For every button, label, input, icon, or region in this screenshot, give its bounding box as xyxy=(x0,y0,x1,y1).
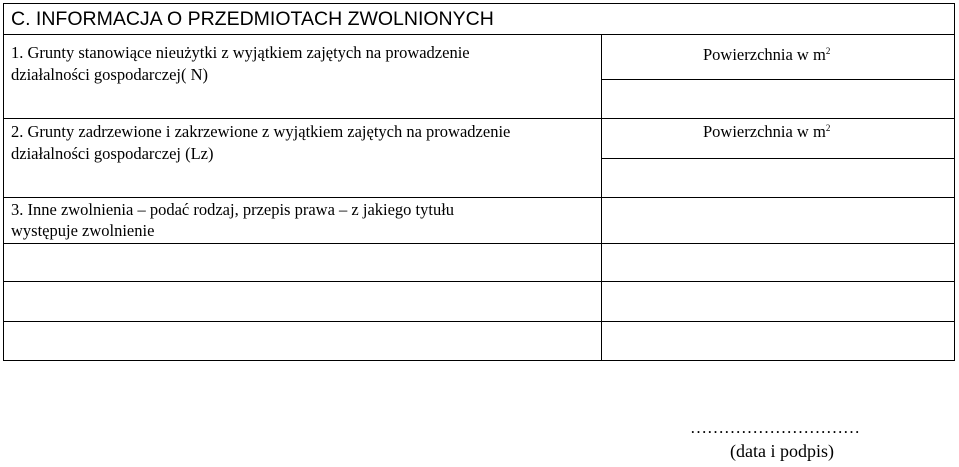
exemptions-form-table xyxy=(3,3,955,361)
table-border-bottom xyxy=(3,360,955,361)
blank-row-1-right-cell[interactable] xyxy=(602,244,954,281)
item-3-text-line-2: występuje zwolnienie xyxy=(11,221,155,240)
item-1-area-label: Powierzchnia w $m^2$ xyxy=(703,45,831,64)
item-1-text-line-1: 1. Grunty stanowiące nieużytki z wyjątkiem zajętych na prowadzenie xyxy=(11,43,470,62)
table-border-top xyxy=(3,3,955,4)
blank-row-3-left-cell[interactable] xyxy=(4,322,601,360)
blank-row-1-left-cell[interactable] xyxy=(4,244,601,281)
blank-row-2-left-cell[interactable] xyxy=(4,282,601,321)
item-1-text-line-2: działalności gospodarczej( N) xyxy=(11,65,209,84)
item-1-area-value-cell[interactable] xyxy=(602,80,954,118)
signature-line: ………………………… xyxy=(690,418,860,437)
section-title: C. INFORMACJA O PRZEDMIOTACH ZWOLNIONYCH xyxy=(11,8,494,30)
table-border-right xyxy=(954,3,955,361)
signature-label: (data i podpis) xyxy=(730,441,834,461)
blank-row-3-right-cell[interactable] xyxy=(602,322,954,360)
item-2-text-line-1: 2. Grunty zadrzewione i zakrzewione z wyjątkiem zajętych na prowadzenie xyxy=(11,122,511,141)
blank-row-2-right-cell[interactable] xyxy=(602,282,954,321)
row1-divider xyxy=(3,118,955,119)
item-3-text-line-1: 3. Inne zwolnienia – podać rodzaj, przepis prawa – z jakiego tytułu xyxy=(11,200,455,219)
item-2-area-value-cell[interactable] xyxy=(602,159,954,197)
title-row-divider xyxy=(3,34,955,35)
item-2-area-label: Powierzchnia w $m^2$ xyxy=(703,122,831,141)
item-2-text-line-2: działalności gospodarczej (Lz) xyxy=(11,144,214,163)
item-3-value-cell[interactable] xyxy=(602,198,954,243)
